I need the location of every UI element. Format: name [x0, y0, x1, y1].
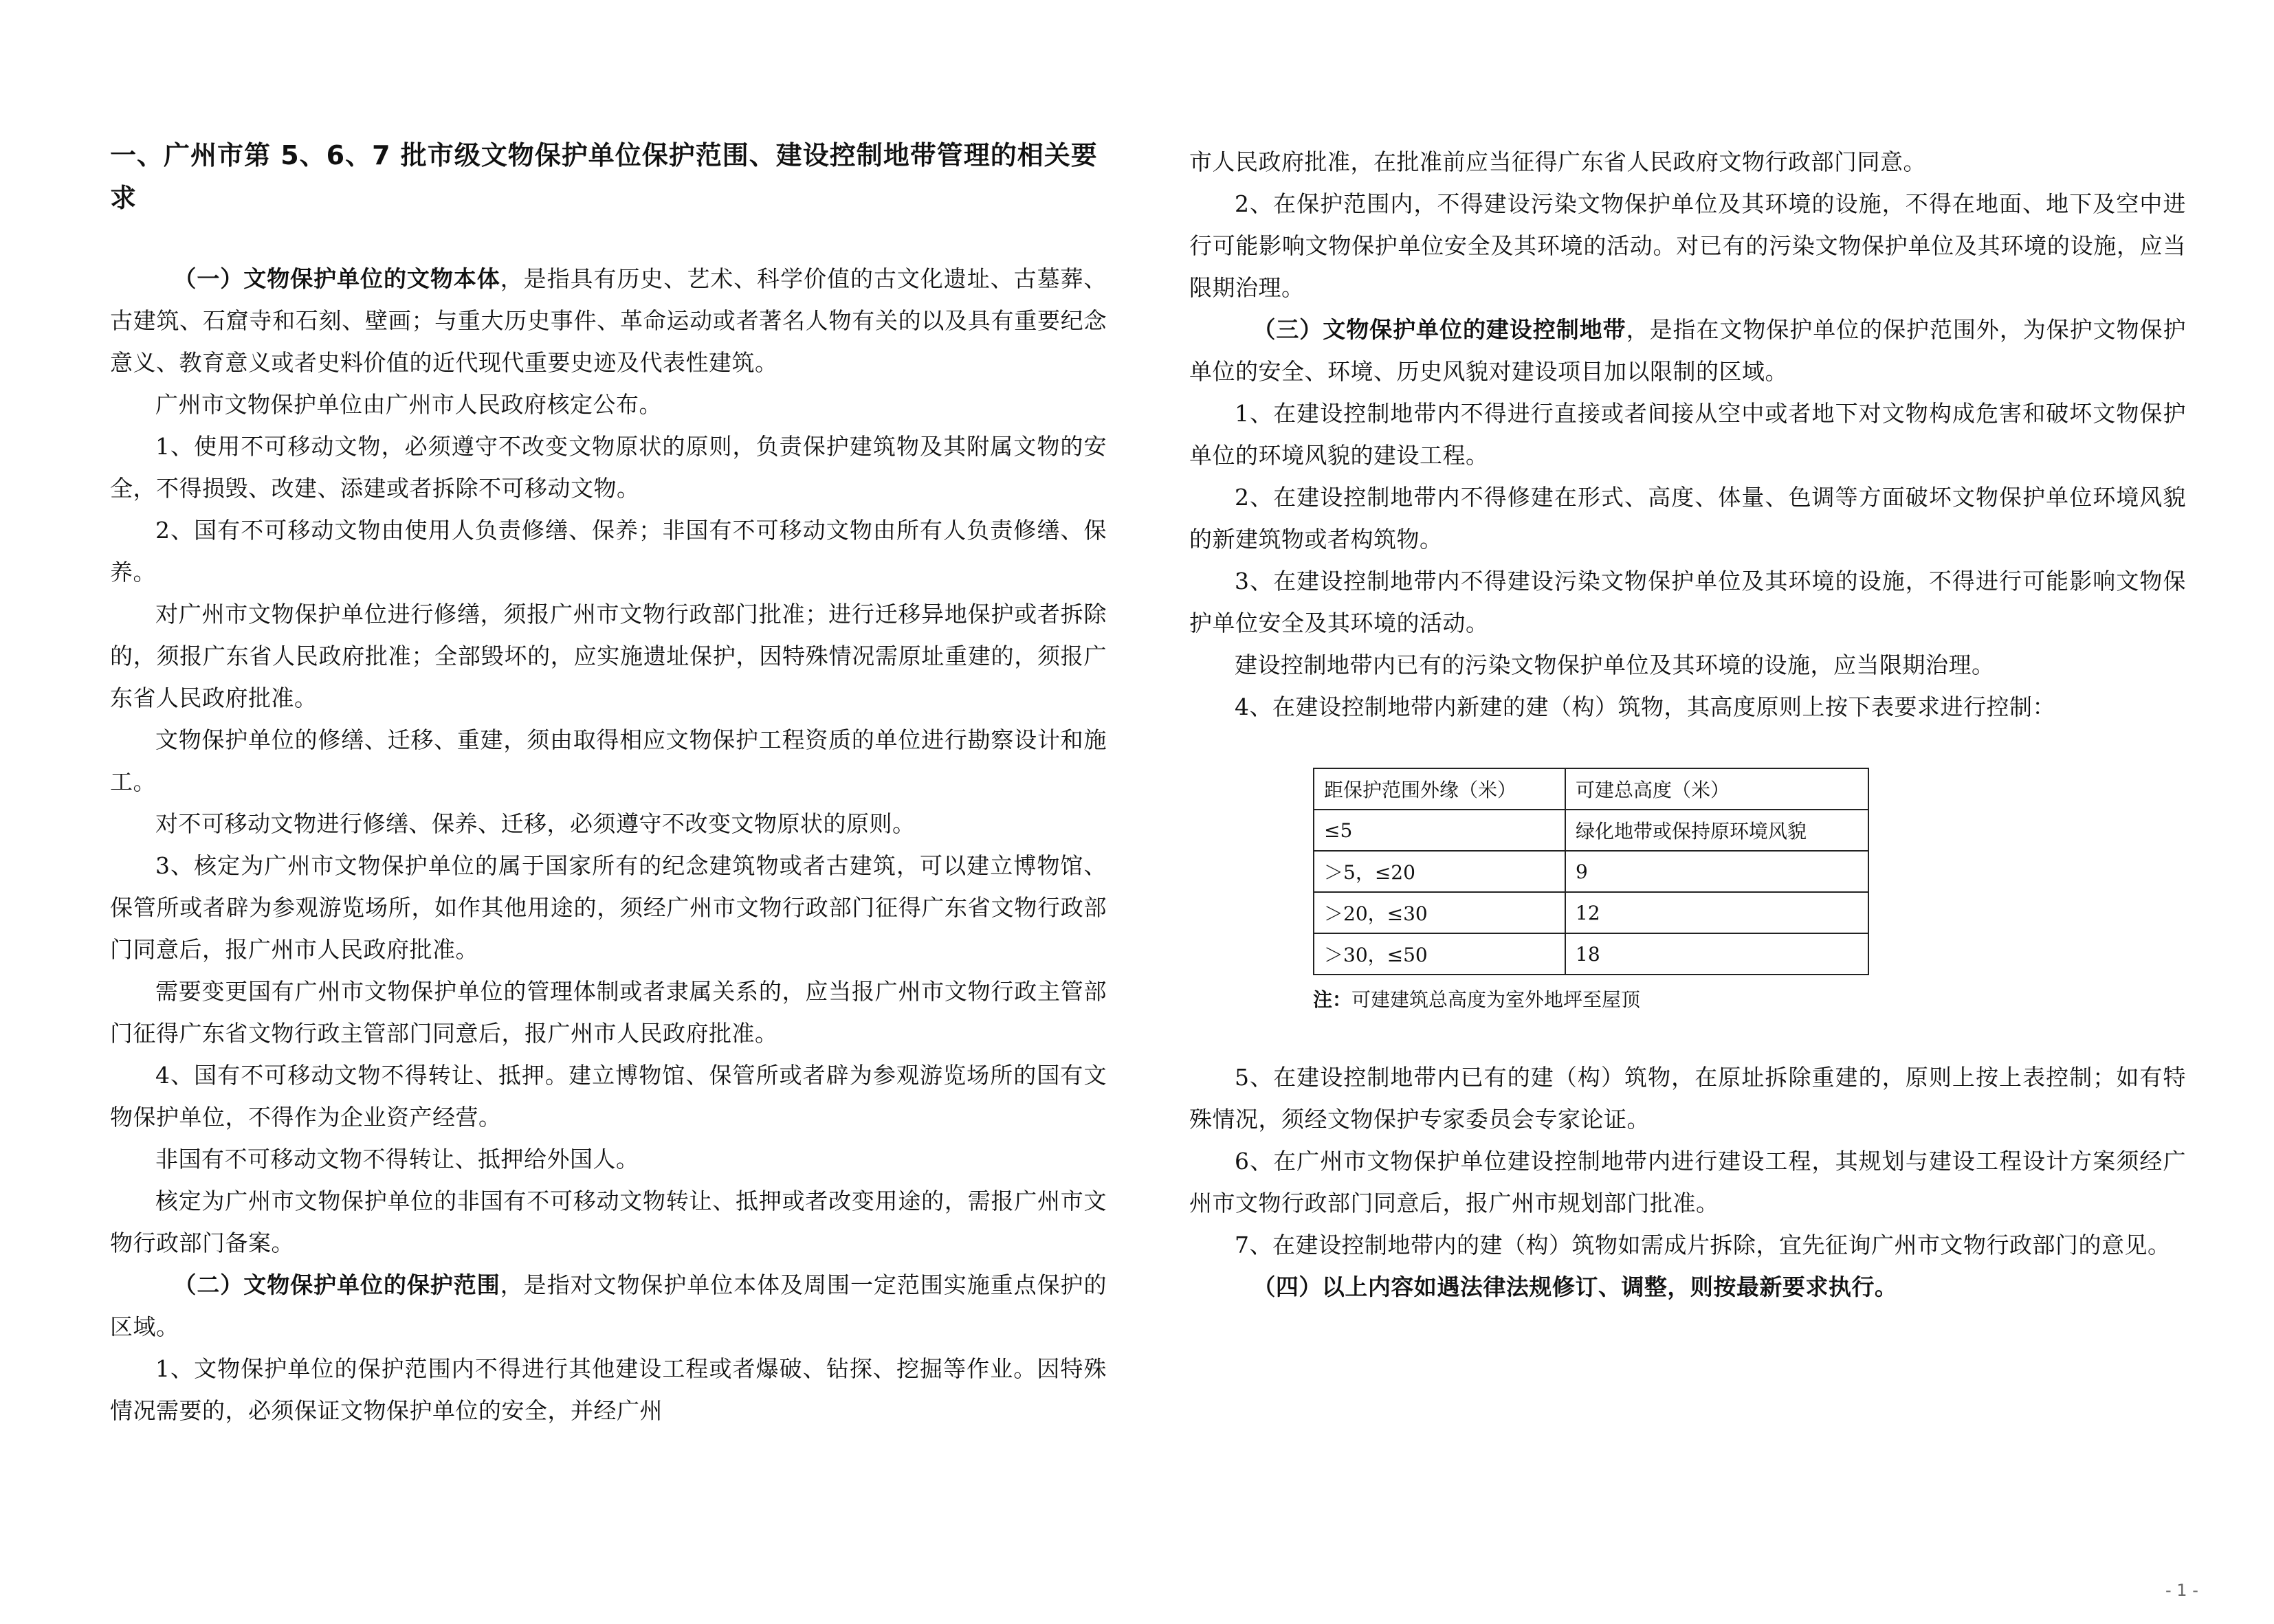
table-header-row	[1314, 768, 1868, 810]
section-2-heading: （二）文物保护单位的保护范围	[173, 1271, 500, 1298]
height-control-table-wrapper	[1313, 768, 2186, 975]
paragraph: 核定为广州市文物保护单位的非国有不可移动文物转让、抵押或者改变用途的，需报广州市文物行政部门备案。	[110, 1188, 1107, 1256]
paragraph: 1、文物保护单位的保护范围内不得进行其他建设工程或者爆破、钻探、挖掘等作业。因特殊情况需要的，必须保证文物保护单位的安全，并经广州	[110, 1355, 1107, 1424]
section-3-paragraph	[1189, 309, 2186, 392]
table-cell: ＞30，≤50	[1314, 933, 1565, 975]
paragraph: 需要变更国有广州市文物保护单位的管理体制或者隶属关系的，应当报广州市文物行政主管部门征得广东省文物行政主管部门同意后，报广州市人民政府批准。	[110, 978, 1107, 1047]
section-4-paragraph	[1189, 1266, 2186, 1308]
paragraph: 2、在保护范围内，不得建设污染文物保护单位及其环境的设施，不得在地面、地下及空中进行可能影响文物保护单位安全及其环境的活动。对已有的污染文物保护单位及其环境的设施，应当限期治理。	[1189, 190, 2186, 301]
table-cell: ≤5	[1314, 810, 1565, 851]
table-note-label: 注：	[1313, 988, 1352, 1011]
paragraph-continued: 市人民政府批准，在批准前应当征得广东省人民政府文物行政部门同意。	[1189, 148, 1926, 175]
table-row	[1314, 810, 1868, 851]
section-2-paragraph	[110, 1264, 1107, 1348]
page-number: - 1 -	[2165, 1581, 2198, 1600]
table-cell: ＞5，≤20	[1314, 851, 1565, 892]
table-cell: 9	[1565, 851, 1868, 892]
table-note-text: 可建建筑总高度为室外地坪至屋顶	[1351, 988, 1641, 1011]
paragraph: 对不可移动文物进行修缮、保养、迁移，必须遵守不改变文物原状的原则。	[155, 810, 916, 837]
table-cell: 绿化地带或保持原环境风貌	[1565, 810, 1868, 851]
right-body	[1189, 141, 2186, 1308]
table-header-cell: 可建总高度（米）	[1565, 768, 1868, 810]
section-1-heading: （一）文物保护单位的文物本体	[173, 265, 500, 292]
height-control-table	[1313, 768, 1869, 975]
table-header-cell: 距保护范围外缘（米）	[1314, 768, 1565, 810]
paragraph: 4、在建设控制地带内新建的建（构）筑物，其高度原则上按下表要求进行控制：	[1235, 693, 2055, 720]
paragraph: 文物保护单位的修缮、迁移、重建，须由取得相应文物保护工程资质的单位进行勘察设计和施工。	[110, 726, 1107, 795]
paragraph: 广州市文物保护单位由广州市人民政府核定公布。	[155, 391, 662, 418]
after-table-section	[1189, 1056, 2186, 1308]
paragraph: 对广州市文物保护单位进行修缮，须报广州市文物行政部门批准；进行迁移异地保护或者拆除的，须报广东省人民政府批准；全部毁坏的，应实施遗址保护，因特殊情况需原址重建的，须报广东省人民政府批准。	[110, 601, 1107, 711]
paragraph: 6、在广州市文物保护单位建设控制地带内进行建设工程，其规划与建设工程设计方案须经广州市文物行政部门同意后，报广州市规划部门批准。	[1189, 1148, 2186, 1216]
section-1-paragraph	[110, 258, 1107, 383]
table-row	[1314, 892, 1868, 933]
section-2-text: ，是指对文物保护单位本体及周围一定范围实施重点保护的区域。	[110, 1271, 1107, 1340]
paragraph: 建设控制地带内已有的污染文物保护单位及其环境的设施，应当限期治理。	[1235, 652, 1995, 678]
page-title: 一、广州市第 5、6、7 批市级文物保护单位保护范围、建设控制地带管理的相关要求	[110, 140, 1098, 213]
paragraph: 3、核定为广州市文物保护单位的属于国家所有的纪念建筑物或者古建筑，可以建立博物馆、保管所或者辟为参观游览场所，如作其他用途的，须经广州市文物行政部门征得广东省文物行政部门同意后，报广州市人民政府批准。	[110, 852, 1107, 963]
table-cell: 18	[1565, 933, 1868, 975]
table-cell: ＞20，≤30	[1314, 892, 1565, 933]
paragraph: 2、国有不可移动文物由使用人负责修缮、保养；非国有不可移动文物由所有人负责修缮、保养。	[110, 517, 1107, 586]
paragraph: 1、使用不可移动文物，必须遵守不改变文物原状的原则，负责保护建筑物及其附属文物的安全，不得损毁、改建、添建或者拆除不可移动文物。	[110, 433, 1107, 502]
paragraph: 非国有不可移动文物不得转让、抵押给外国人。	[155, 1146, 639, 1172]
section-1-text: ，是指具有历史、艺术、科学价值的古文化遗址、古墓葬、古建筑、石窟寺和石刻、壁画；与重大历史事件、革命运动或者著名人物有关的以及具有重要纪念意义、教育意义或者史料价值的近代现代重要史迹及代表性建筑。	[110, 265, 1107, 376]
table-row	[1314, 851, 1868, 892]
section-3-heading: （三）文物保护单位的建设控制地带	[1252, 316, 1626, 343]
paragraph: 4、国有不可移动文物不得转让、抵押。建立博物馆、保管所或者辟为参观游览场所的国有文物保护单位，不得作为企业资产经营。	[110, 1062, 1107, 1131]
left-body	[110, 258, 1107, 1432]
paragraph: 1、在建设控制地带内不得进行直接或者间接从空中或者地下对文物构成危害和破坏文物保护单位的环境风貌的建设工程。	[1189, 400, 2186, 469]
paragraph: 3、在建设控制地带内不得建设污染文物保护单位及其环境的设施，不得进行可能影响文物保护单位安全及其环境的活动。	[1189, 568, 2186, 636]
paragraph: 7、在建设控制地带内的建（构）筑物如需成片拆除，宜先征询广州市文物行政部门的意见。	[1235, 1232, 2171, 1258]
paragraph: 5、在建设控制地带内已有的建（构）筑物，在原址拆除重建的，原则上按上表控制；如有特殊情况，须经文物保护专家委员会专家论证。	[1189, 1064, 2186, 1133]
section-3-text: ，是指在文物保护单位的保护范围外，为保护文物保护单位的安全、环境、历史风貌对建设项目加以限制的区域。	[1189, 316, 2187, 385]
table-cell: 12	[1565, 892, 1868, 933]
table-note	[1313, 986, 2186, 1014]
paragraph: 2、在建设控制地带内不得修建在形式、高度、体量、色调等方面破坏文物保护单位环境风貌的新建筑物或者构筑物。	[1189, 484, 2186, 553]
section-4-heading: （四）以上内容如遇法律法规修订、调整，则按最新要求执行。	[1252, 1273, 1898, 1300]
table-row	[1314, 933, 1868, 975]
